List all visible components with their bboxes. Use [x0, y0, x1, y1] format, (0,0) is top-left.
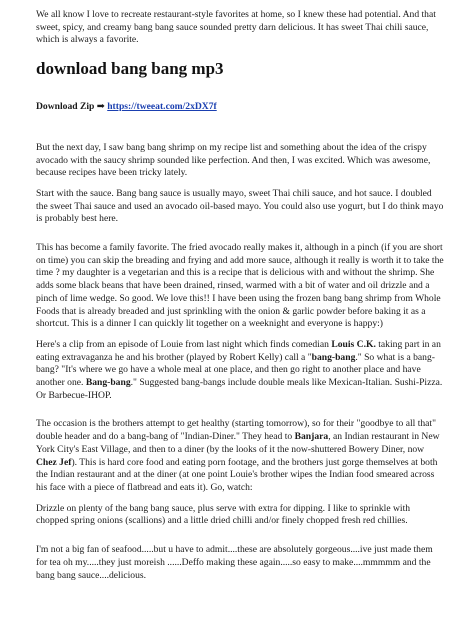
text-span: Here's a clip from an episode of Louie from last night which finds comedian [36, 338, 332, 350]
bold-restaurant: Banjara [294, 431, 329, 443]
bold-term: Bang-bang [85, 377, 131, 389]
paragraph-family-favorite: This has become a family favorite. The fried avocado really makes it, although in a pinch (if you are short on time) you can skip the breading and frying and add more sauce, although it really is worth it to take the time ? my daughter is a vegetarian and this is a recipe that is delicious with and without the shrimp. She adds some black beans that have been drained, rinsed, warmed with a bit of water and oil drizzle and a pinch of lime wedge. So good. We love this!! I have been using the frozen bang bang shrimp from Whole Foods that is already breaded and just sprinkling with the onion & garlic powder before baking it as a shortcut. This is a dinner I can quickly lit together on a weeknight and everyone is happy:) [36, 242, 444, 330]
paragraph-seafood-comment: I'm not a big fan of seafood.....but u have to admit....these are absolutely gorgeous....ive just made them for tea oh my.....they just moreish ......Deffo making these again.....so easy to make....mmmmm and the bang bang sauce....delicious. [36, 544, 433, 581]
text-span: ). This is hard core food and eating porn footage, and the brothers just gorge themselves at both the Indian restaurant and at the diner (at one point Louie's brother wipes the Indian food smeared across his face with a piece of flatbread and eats it). Go, watch: [36, 456, 438, 493]
paragraph-louie-clip [36, 339, 444, 403]
paragraph-drizzle: Drizzle on plenty of the bang bang sauce, plus serve with extra for dipping. I like to sprinkle with chopped spring onions (scallions) and a little dried chilli and/or finely chopped fresh red chillies. [36, 502, 411, 527]
paragraph-sauce: Start with the sauce. Bang bang sauce is usually mayo, sweet Thai chili sauce, and hot sauce. I doubled the sweet Thai sauce and used an avocado oil-based mayo. You could also use yogurt, but I do think mayo is probably best here. [36, 187, 444, 225]
bold-term: bang-bang [311, 351, 356, 363]
text-span: The occasion is the brothers attempt to get healthy (starting tomorrow), so for their "goodbye to all that" double header and do a bang-bang of "Indian-Diner." They head to [36, 418, 437, 443]
paragraph-brothers-occasion [36, 418, 444, 494]
text-span: taking part in an eating extravaganza he and his brother (played by Robert Kelly) call a " [36, 338, 441, 363]
download-line [36, 101, 444, 114]
text-span: ." Suggested bang-bangs include double meals like Mexican-Italian. Sushi-Pizza. Or Barbecue-IHOP. [36, 377, 443, 401]
paragraph-shrimp-avocado: But the next day, I saw bang bang shrimp on my recipe list and something about the idea of the crispy avocado with the saucy shrimp sounded like perfection. And then, I was excited. Which was awesome, because recipes have been tricky lately. [36, 141, 431, 179]
bold-restaurant: Chez Jef [36, 456, 72, 468]
text-span: , an Indian restaurant in New York City's East Village, and then to a diner (by the looks of it the now-shuttered Bowery Diner, now [36, 431, 440, 455]
download-link[interactable]: https://tweeat.com/2xDX7f [107, 101, 217, 113]
bold-name: Louis C.K. [331, 338, 376, 350]
text-span: ." So what is a bang-bang? "It's where we go have a whole meal at one place, and then go right to another place and have another one. [36, 351, 435, 389]
download-label: Download Zip ➡ [36, 101, 108, 113]
page-heading: download bang bang mp3 [36, 59, 224, 79]
intro-paragraph: We all know I love to recreate restaurant-style favorites at home, so I knew these had potential. And that sweet, spicy, and creamy bang bang sauce sounded pretty darn delicious. It has sweet Thai chili sauce, which is always a favorite. [36, 9, 436, 46]
